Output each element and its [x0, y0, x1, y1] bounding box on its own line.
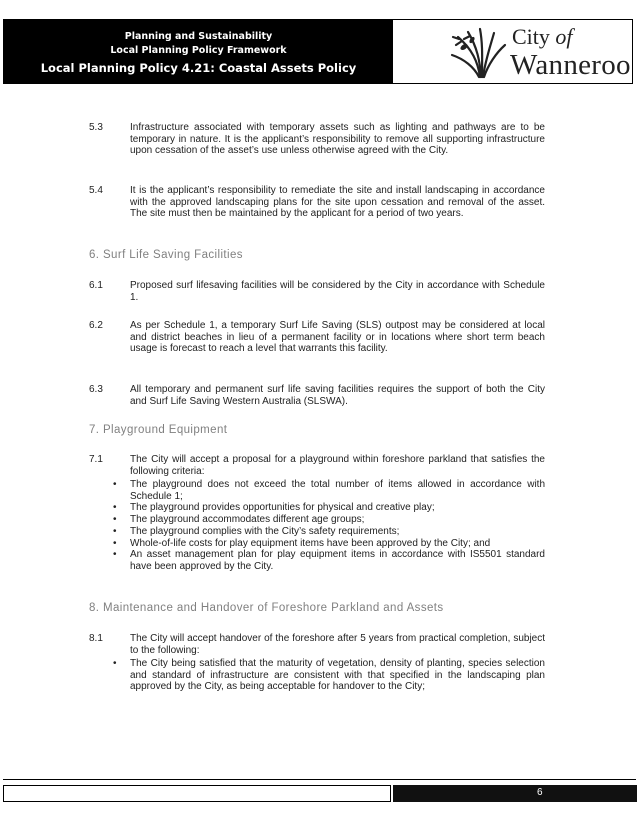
header-department: Planning and Sustainability	[124, 31, 273, 42]
list-item: • An asset management plan for play equipment items in accordance with IS5501 standard have been approved by the City.	[113, 549, 545, 572]
clause-number: 5.4	[89, 185, 103, 196]
list-item: • The playground provides opportunities for physical and creative play;	[113, 502, 435, 514]
clause-text: Infrastructure associated with temporary assets such as lighting and pathways are to be temporary in nature. It is the applicant’s responsibility to remove all supporting infrastructure upon cessation of the asset’s use unless otherwise agreed with the City.	[130, 122, 545, 157]
clause-number: 8.1	[89, 633, 103, 644]
page-number: 6	[537, 787, 543, 798]
clause-number: 5.3	[89, 122, 103, 133]
clause-text: Proposed surf lifesaving facilities will be considered by the City in accordance with Schedule 1.	[130, 280, 545, 303]
bullet-point: •	[113, 525, 117, 537]
footer-divider	[3, 779, 636, 780]
clause-text: The City will accept handover of the foreshore after 5 years from practical completion, subject to the following:	[130, 633, 545, 656]
clause-text: The City will accept a proposal for a playground within foreshore parkland that satisfies the following criteria:	[130, 454, 545, 477]
city-of-wanneroo-logo	[450, 23, 630, 81]
clause-number: 7.1	[89, 454, 103, 465]
bullet-point: •	[113, 514, 117, 526]
header-framework: Local Planning Policy Framework	[110, 45, 287, 56]
grass-tree-logo-icon	[450, 27, 508, 79]
page-header	[3, 19, 633, 84]
list-item: • The playground complies with the City’s safety requirements;	[113, 525, 400, 537]
list-item: • The playground accommodates different age groups;	[113, 514, 365, 526]
list-item: • The playground does not exceed the total number of items allowed in accordance with Schedule 1;	[113, 479, 545, 502]
bullet-point: •	[113, 502, 117, 514]
playground-criteria-list	[113, 479, 545, 573]
list-item: • The City being satisfied that the maturity of vegetation, density of planting, species selection and standard of infrastructure are consistent with that specified in the landscaping plan approved by the City, as being acceptable for handover to the City;	[113, 658, 545, 693]
header-policy-title: Local Planning Policy 4.21: Coastal Assets Policy	[40, 61, 357, 75]
logo-city-of-text: City of	[512, 24, 573, 49]
footer-right-bar	[393, 785, 637, 802]
bullet-point: •	[113, 479, 117, 490]
bullet-point: •	[113, 549, 117, 561]
section-heading-6: 6. Surf Life Saving Facilities	[89, 249, 243, 261]
section-heading-7: 7. Playground Equipment	[89, 424, 228, 436]
clause-number: 6.1	[89, 280, 103, 291]
clause-text: As per Schedule 1, a temporary Surf Life Saving (SLS) outpost may be considered at local and district beaches in lieu of a permanent facility or in locations where short term beach usage is forecast to reach a level that warrants this facility.	[130, 320, 545, 355]
clause-text: It is the applicant’s responsibility to remediate the site and install landscaping in accordance with the approved landscaping plans for the site upon cessation and removal of the asset. The site must then be maintained by the applicant for a period of two years.	[130, 185, 545, 220]
header-title-block	[4, 20, 393, 83]
clause-number: 6.2	[89, 320, 103, 331]
logo-wanneroo-text: Wanneroo	[510, 49, 631, 81]
footer-left-bar	[3, 785, 391, 802]
list-item: • Whole-of-life costs for play equipment items have been approved by the City; and	[113, 537, 491, 549]
clause-text: All temporary and permanent surf life saving facilities requires the support of both the City and Surf Life Saving Western Australia (SLSWA).	[130, 384, 545, 407]
section-heading-8: 8. Maintenance and Handover of Foreshore Parkland and Assets	[89, 602, 444, 614]
bullet-point: •	[113, 658, 117, 669]
handover-conditions-list	[113, 658, 545, 693]
bullet-point: •	[113, 537, 117, 549]
clause-number: 6.3	[89, 384, 103, 395]
